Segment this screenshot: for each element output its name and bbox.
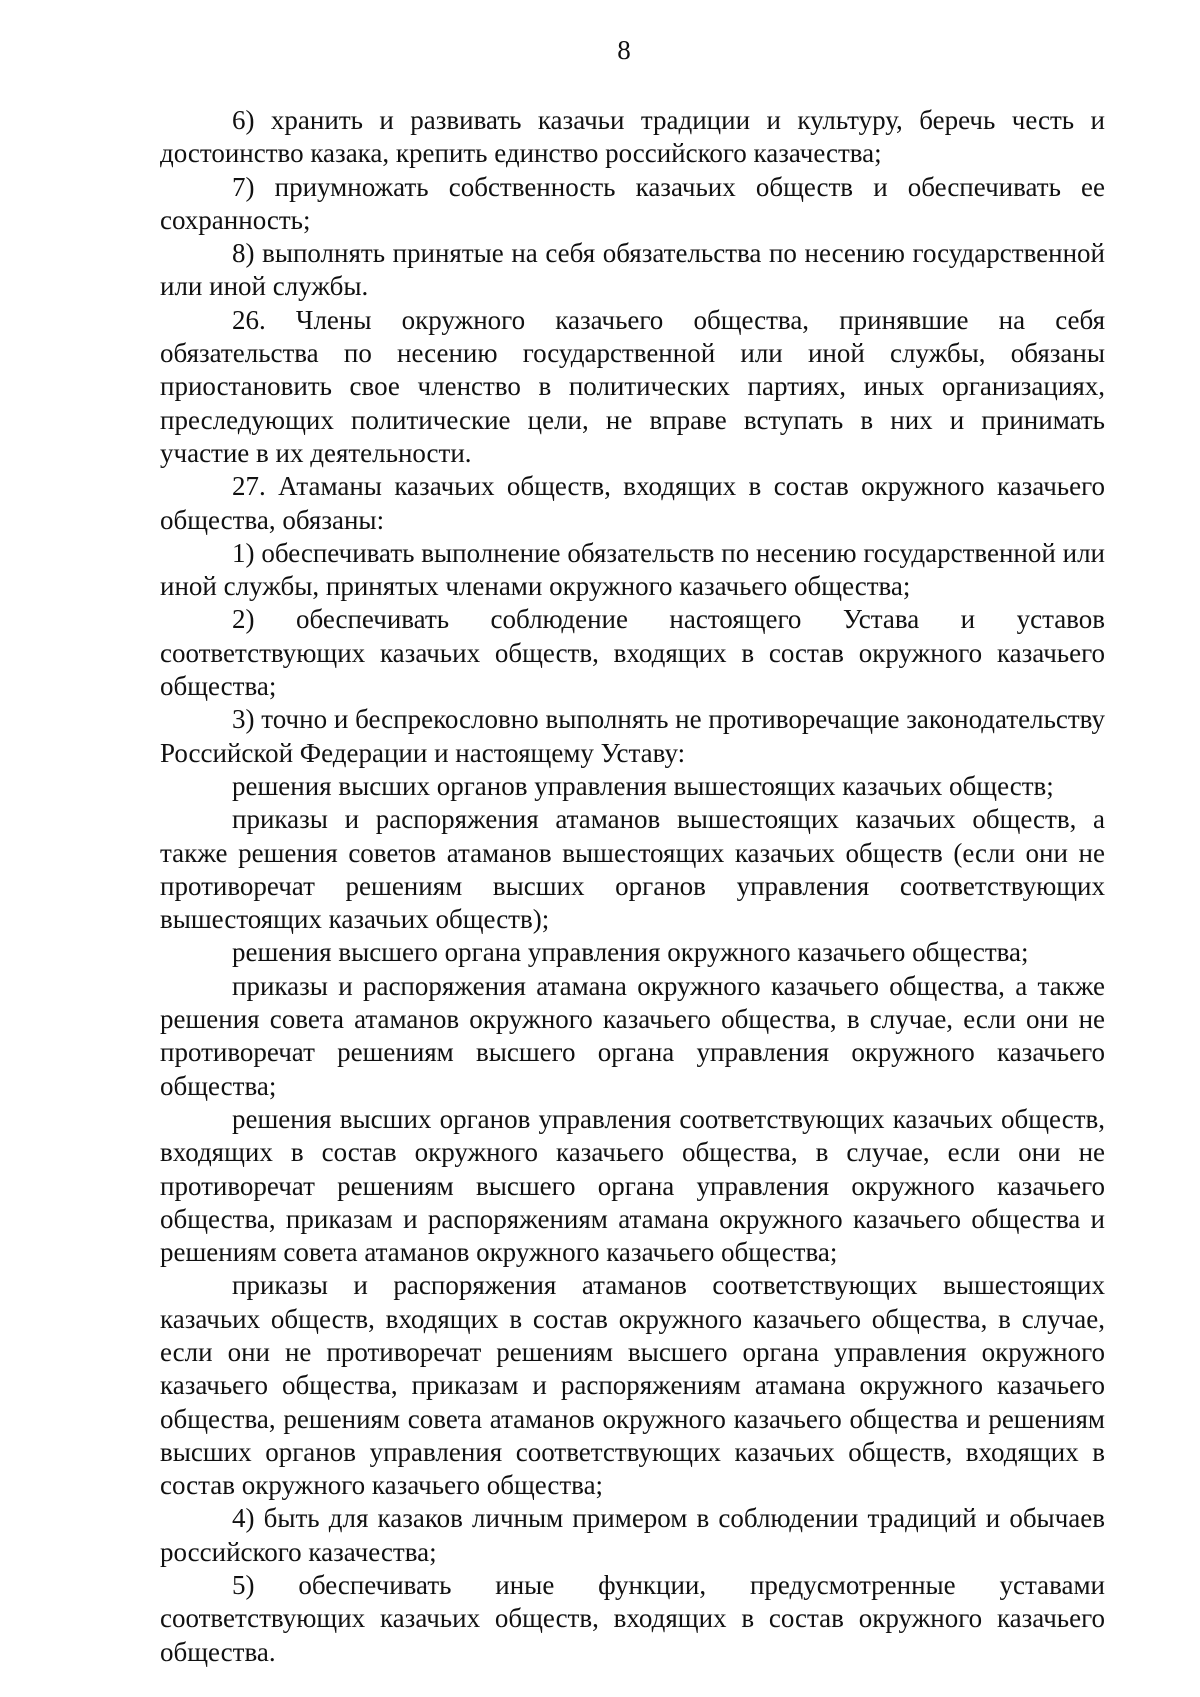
paragraph-subitem: решения высшего органа управления окружного казачьего общества; — [232, 937, 1029, 968]
paragraph-item-6: 6) хранить и развивать казачьи традиции и культуру, беречь честь и достоинство казака, крепить единство российского казачества; — [160, 105, 1105, 169]
paragraph-subitem: решения высших органов управления вышестоящих казачьих обществ; — [232, 770, 1054, 801]
paragraph-subitem: приказы и распоряжения атамана окружного казачьего общества, а также решения совета атаманов окружного казачьего общества, в случае, если они не противоречат решениям высшего органа управления окружного казачьего общества; — [160, 970, 1105, 1101]
paragraph-subitem: приказы и распоряжения атаманов вышестоящих казачьих обществ, а также решения советов атаманов вышестоящих казачьих обществ (если они не противоречат решениям высших органов управления соответствующих вышестоящих казачьих обществ); — [160, 804, 1105, 935]
paragraph-item-8: 8) выполнять принятые на себя обязательства по несению государственной или иной службы. — [160, 238, 1105, 302]
paragraph-subitem: приказы и распоряжения атаманов соответствующих вышестоящих казачьих обществ, входящих в состав окружного казачьего общества, в случае, если они не противоречат решениям высшего органа управления окружного казачьего общества, приказам и распоряжениям атамана окружного казачьего общества, решениям совета атаманов окружного казачьего общества и решениям высших органов управления соответствующих казачьих обществ, входящих в состав окружного казачьего общества; — [160, 1270, 1105, 1501]
page-number: 8 — [617, 35, 631, 65]
paragraph-section-27: 27. Атаманы казачьих обществ, входящих в состав окружного казачьего общества, обязаны: — [160, 471, 1105, 535]
paragraph-duty-4: 4) быть для казаков личным примером в соблюдении традиций и обычаев российского казачества; — [160, 1503, 1105, 1567]
paragraph-subitem: решения высших органов управления соответствующих казачьих обществ, входящих в состав окружного казачьего общества, в случае, если они не противоречат решениям высшего органа управления окружного казачьего общества, приказам и распоряжениям атамана окружного казачьего общества и решениям совета атаманов окружного казачьего общества; — [160, 1103, 1105, 1268]
document-body — [160, 104, 1105, 1669]
paragraph-section-26: 26. Члены окружного казачьего общества, принявшие на себя обязательства по несению государственной или иной службы, обязаны приостановить свое членство в политических партиях, иных организациях, преследующих политические цели, не вправе вступать в них и принимать участие в их деятельности. — [160, 304, 1105, 468]
paragraph-duty-3: 3) точно и беспрекословно выполнять не противоречащие законодательству Российской Федерации и настоящему Уставу: — [160, 704, 1105, 768]
paragraph-item-7: 7) приумножать собственность казачьих обществ и обеспечивать ее сохранность; — [160, 171, 1105, 235]
paragraph-duty-5: 5) обеспечивать иные функции, предусмотренные уставами соответствующих казачьих обществ, входящих в состав окружного казачьего общества. — [160, 1570, 1105, 1667]
paragraph-duty-2: 2) обеспечивать соблюдение настоящего Устава и уставов соответствующих казачьих обществ, входящих в состав окружного казачьего общества; — [160, 604, 1105, 702]
paragraph-duty-1: 1) обеспечивать выполнение обязательств по несению государственной или иной службы, принятых членами окружного казачьего общества; — [160, 537, 1105, 602]
